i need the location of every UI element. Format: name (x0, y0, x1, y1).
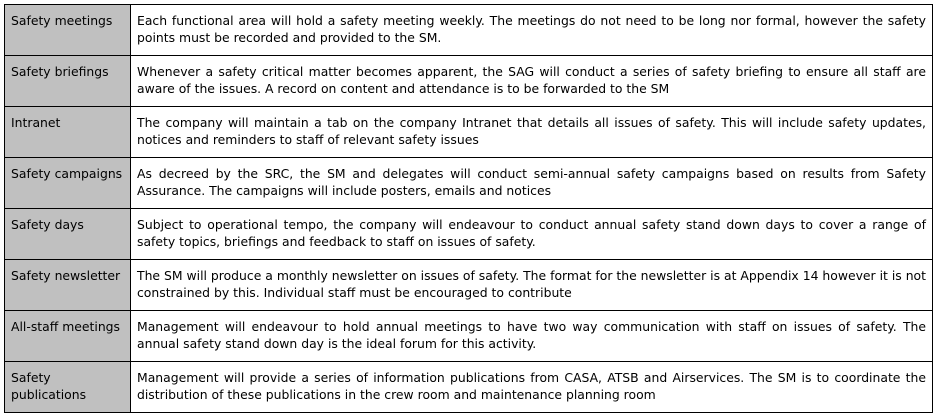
table-row (5, 311, 933, 362)
row-description: As decreed by the SRC, the SM and delegates will conduct semi-annual safety campaigns based on results from Safety Assurance. The campaigns will include posters, emails and notices (131, 158, 933, 209)
row-description: Subject to operational tempo, the company will endeavour to conduct annual safety stand down days to cover a range of safety topics, briefings and feedback to staff on issues of safety. (131, 209, 933, 260)
table-row (5, 209, 933, 260)
row-label: Safety newsletter (5, 260, 131, 311)
row-label: Safety briefings (5, 56, 131, 107)
table-row (5, 158, 933, 209)
row-description: The SM will produce a monthly newsletter on issues of safety. The format for the newsletter is at Appendix 14 however it is not constrained by this. Individual staff must be encouraged to contribute (131, 260, 933, 311)
row-description: Whenever a safety critical matter becomes apparent, the SAG will conduct a series of safety briefing to ensure all staff are aware of the issues. A record on content and attendance is to be forwarded to the SM (131, 56, 933, 107)
row-label: Safety publications (5, 362, 131, 413)
table-row (5, 362, 933, 413)
row-description: The company will maintain a tab on the company Intranet that details all issues of safety. This will include safety updates, notices and reminders to staff of relevant safety issues (131, 107, 933, 158)
row-label: Safety campaigns (5, 158, 131, 209)
row-description: Management will provide a series of information publications from CASA, ATSB and Airservices. The SM is to coordinate the distribution of these publications in the crew room and maintenance planning room (131, 362, 933, 413)
row-label: Safety meetings (5, 5, 131, 56)
table-row (5, 260, 933, 311)
safety-communication-table (4, 4, 933, 413)
table-row (5, 5, 933, 56)
row-description: Management will endeavour to hold annual meetings to have two way communication with staff on issues of safety. The annual safety stand down day is the ideal forum for this activity. (131, 311, 933, 362)
table-row (5, 56, 933, 107)
row-label: Intranet (5, 107, 131, 158)
table-row (5, 107, 933, 158)
row-label: Safety days (5, 209, 131, 260)
row-label: All-staff meetings (5, 311, 131, 362)
row-description: Each functional area will hold a safety meeting weekly. The meetings do not need to be long nor formal, however the safety points must be recorded and provided to the SM. (131, 5, 933, 56)
